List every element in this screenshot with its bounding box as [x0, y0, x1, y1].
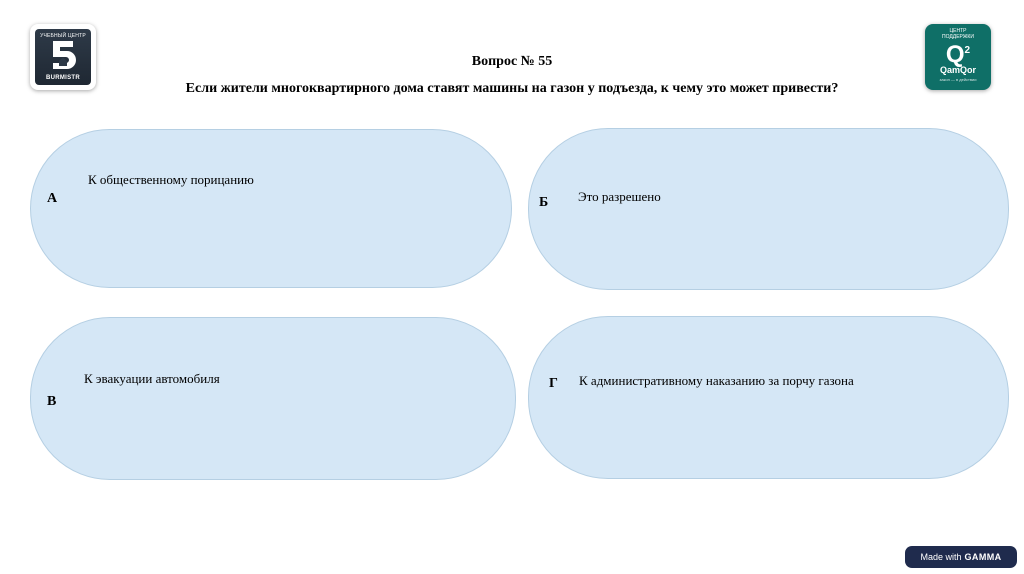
qamqor-logo-top-line-1: ЦЕНТР — [949, 28, 967, 34]
question-text: Если жители многоквартирного дома ставят машины на газон у подъезда, к чему это может привести? — [185, 81, 839, 96]
qamqor-logo-top-line-2: ПОДДЕРЖКИ — [942, 34, 974, 40]
answer-letter-d: Г — [549, 376, 558, 391]
answer-option-d[interactable] — [528, 316, 1009, 479]
burmistr-logo-top-text: УЧЕБНЫЙ ЦЕНТР — [40, 33, 86, 39]
answer-text-c: К эвакуации автомобиля — [84, 371, 220, 386]
answer-text-b: Это разрешено — [578, 189, 661, 204]
qamqor-tagline: закон — в действии — [939, 77, 977, 82]
question-number: Вопрос № 55 — [471, 54, 553, 69]
qamqor-q-sup: 2 — [964, 45, 971, 56]
answer-letter-c: В — [47, 394, 57, 409]
burmistr-logo-bottom-text: BURMISTR — [45, 75, 81, 81]
qamqor-q-letter: Q — [945, 41, 965, 68]
answer-option-c[interactable] — [30, 317, 516, 480]
answer-letter-a: А — [47, 191, 58, 206]
qamqor-brand-text: QamQor — [939, 65, 976, 75]
answer-letter-b: Б — [539, 195, 549, 210]
answer-text-a: К общественному порицанию — [88, 172, 254, 187]
made-with-gamma-badge[interactable] — [905, 546, 1017, 568]
answer-text-d: К административному наказанию за порчу газона — [579, 373, 854, 388]
answer-option-b[interactable] — [528, 128, 1009, 290]
answer-option-a[interactable] — [30, 129, 512, 288]
badge-prefix: Made with — [920, 552, 962, 562]
badge-brand: GAMMA — [964, 552, 1002, 562]
